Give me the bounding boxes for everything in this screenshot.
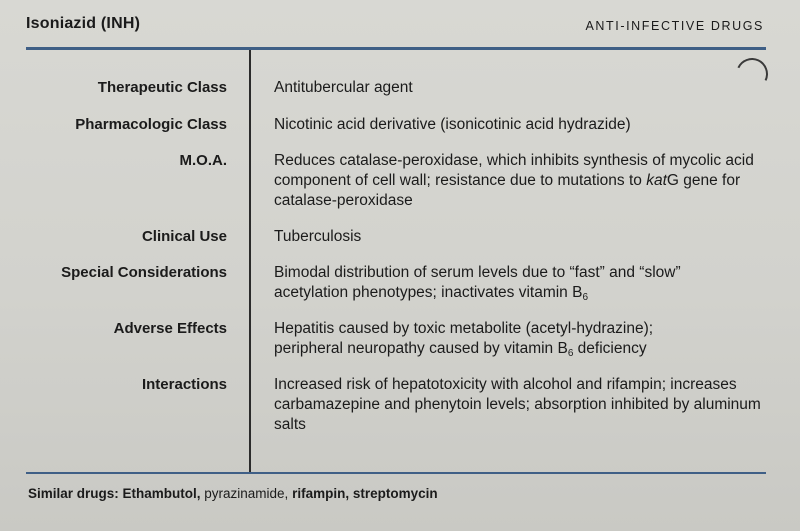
- value-adverse-effects: Hepatitis caused by toxic metabolite (acetyl-hydrazine); peripheral neuropathy caused by vitamin $B_6$ deficiency: [274, 320, 654, 359]
- drug-title: Isoniazid (INH): [26, 15, 141, 32]
- value-moa: Reduces catalase-peroxidase, which inhibits synthesis of mycolic acid component of cell wall; resistance due to mutations to katG gene for catalase-peroxidase: [274, 152, 754, 209]
- column-divider: [249, 50, 251, 472]
- label-special-considerations: Special Considerations: [61, 264, 227, 281]
- label-adverse-effects: Adverse Effects: [113, 320, 227, 337]
- label-interactions: Interactions: [141, 376, 227, 393]
- label-pharmacologic-class: Pharmacologic Class: [75, 116, 227, 133]
- similar-drugs: Similar drugs: Ethambutol, pyrazinamide, rifampin, streptomycin: [28, 486, 438, 501]
- value-therapeutic-class: Antitubercular agent: [274, 79, 413, 96]
- category-label: ANTI-INFECTIVE DRUGS: [585, 19, 764, 33]
- label-moa: M.O.A.: [179, 152, 227, 169]
- value-pharmacologic-class: Nicotinic acid derivative (isonicotinic acid hydrazide): [274, 116, 631, 133]
- bottom-divider: [26, 472, 766, 474]
- top-divider: [26, 47, 766, 50]
- value-clinical-use: Tuberculosis: [274, 228, 362, 245]
- value-interactions: Increased risk of hepatotoxicity with alcohol and rifampin; increases carbamazepine and phenytoin levels; absorption inhibited by aluminum salts: [274, 376, 761, 433]
- value-special-considerations: Bimodal distribution of serum levels due to “fast” and “slow” acetylation phenotypes; inactivates vitamin $B_6$: [274, 264, 681, 303]
- label-clinical-use: Clinical Use: [141, 228, 227, 245]
- label-therapeutic-class: Therapeutic Class: [97, 79, 227, 96]
